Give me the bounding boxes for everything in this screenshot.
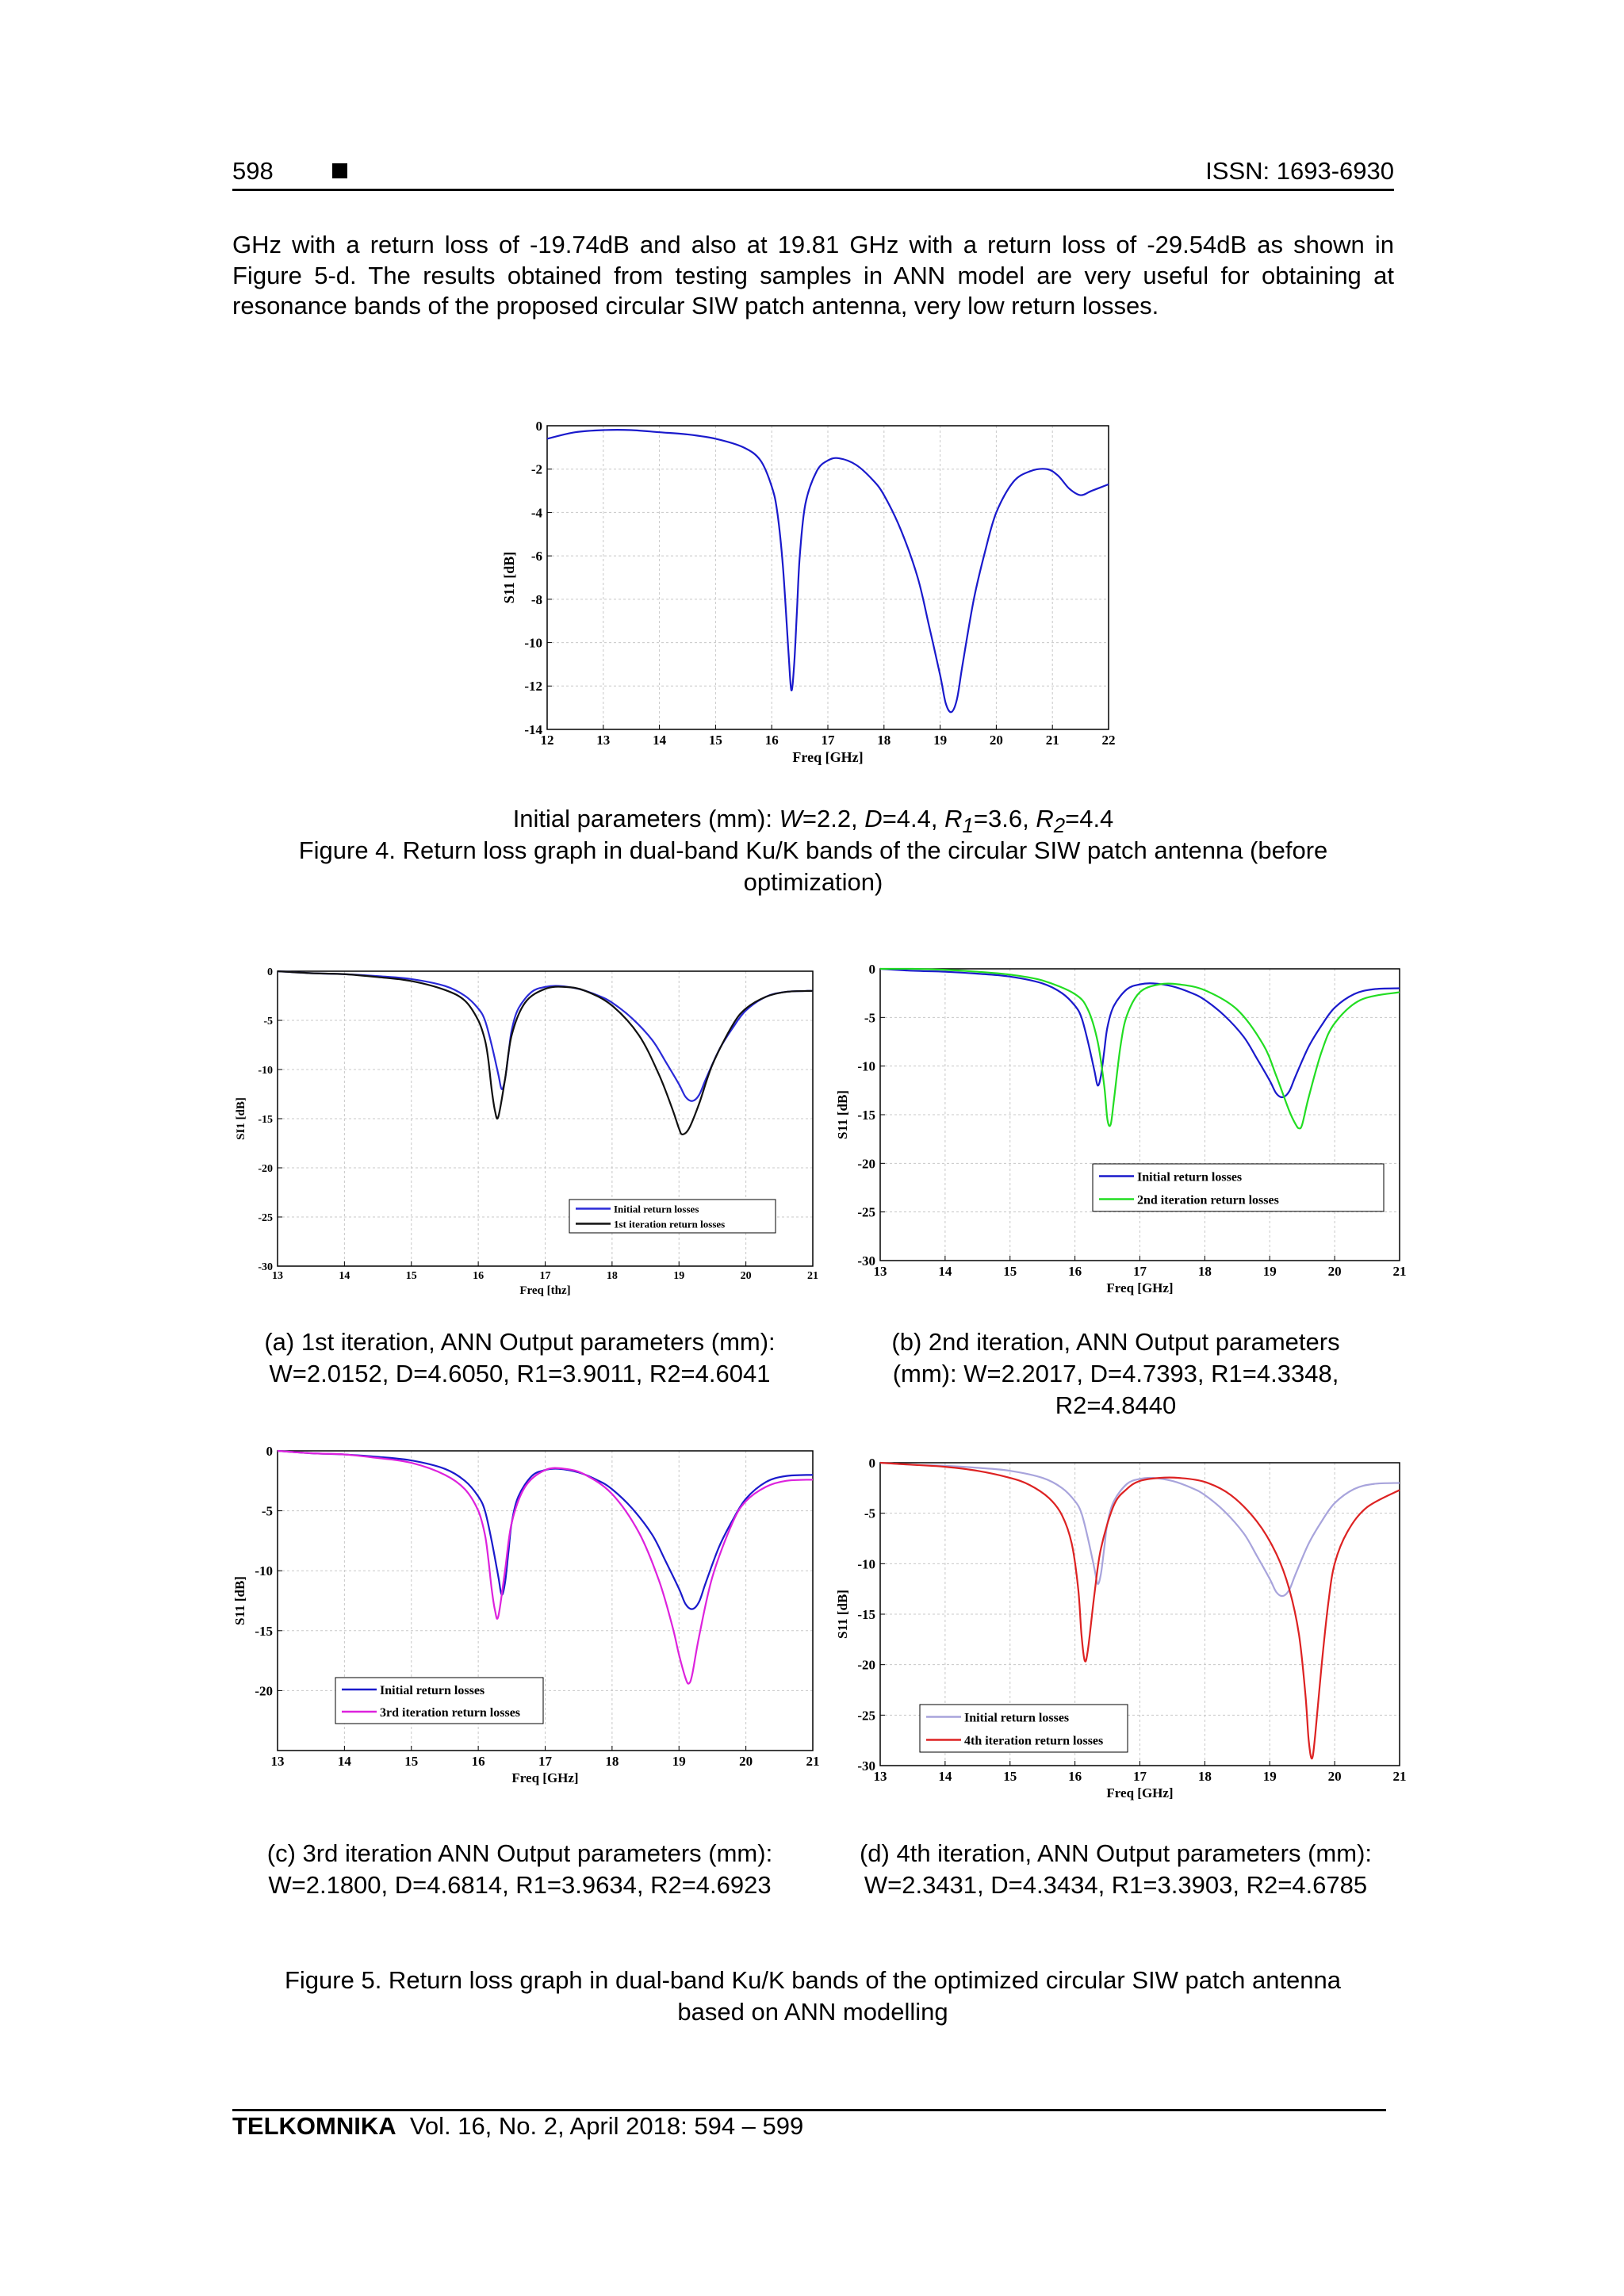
x-tick-label: 18 xyxy=(605,1754,619,1769)
footer-rule xyxy=(232,2109,1386,2111)
y-axis-label: S11 [dB] xyxy=(835,1090,850,1139)
y-tick-label: -15 xyxy=(255,1623,273,1639)
x-tick-label: 16 xyxy=(1068,1264,1082,1279)
x-axis-label: Freq [GHz] xyxy=(511,1770,579,1785)
x-tick-label: 21 xyxy=(806,1754,820,1769)
y-tick-label: -5 xyxy=(263,1015,273,1027)
journal-name: TELKOMNIKA xyxy=(232,2112,396,2140)
x-tick-label: 17 xyxy=(538,1754,552,1769)
x-tick-label: 12 xyxy=(540,733,554,748)
x-tick-label: 21 xyxy=(1392,1769,1407,1784)
x-tick-label: 18 xyxy=(877,733,891,748)
legend-label-1: Initial return losses xyxy=(1137,1170,1243,1184)
x-tick-label: 15 xyxy=(404,1754,419,1769)
legend-label-2: 4th iteration return losses xyxy=(964,1734,1104,1748)
y-tick-label: -15 xyxy=(258,1113,273,1126)
y-tick-label: -5 xyxy=(864,1506,875,1521)
figure4-params: Initial parameters (mm): W=2.2, D=4.4, $R_1=3.6$, $R_2=4.4$ xyxy=(512,805,1114,838)
y-tick-label: -25 xyxy=(857,1708,875,1724)
x-tick-label: 15 xyxy=(405,1270,417,1282)
legend-label-2: 1st iteration return losses xyxy=(614,1218,726,1230)
x-tick-label: 14 xyxy=(938,1264,952,1279)
subcaption-c: (c) 3rd iteration ANN Output parameters (mm): W=2.1800, D=4.6814, R1=3.9634, R2=4.6923 xyxy=(266,1839,773,1899)
figure5d-chart xyxy=(835,1447,1411,1812)
legend-label-2: 3rd iteration return losses xyxy=(380,1705,521,1720)
figure4-caption: Figure 4. Return loss graph in dual-band Ku/K bands of the circular SIW patch antenna (before optimization) xyxy=(298,836,1328,896)
subcaption-a: (a) 1st iteration, ANN Output parameters (mm): W=2.0152, D=4.6050, R1=3.9011, R2=4.6041 xyxy=(264,1328,776,1387)
page-number: 598 xyxy=(232,157,274,185)
x-tick-label: 22 xyxy=(1101,733,1116,748)
y-tick-label: -10 xyxy=(255,1563,273,1579)
x-tick-label: 13 xyxy=(270,1754,285,1769)
x-axis-label: Freq [GHz] xyxy=(1106,1280,1174,1295)
x-tick-label: 21 xyxy=(807,1270,818,1282)
page-footer xyxy=(232,2112,803,2141)
legend-label-1: Initial return losses xyxy=(964,1711,1070,1725)
x-tick-label: 20 xyxy=(739,1754,753,1769)
x-tick-label: 16 xyxy=(471,1754,485,1769)
y-tick-label: 0 xyxy=(266,1443,273,1459)
subcaption-d: (d) 4th iteration, ANN Output parameters (mm): W=2.3431, D=4.3434, R1=3.3903, R2=4.6785 xyxy=(859,1839,1373,1899)
x-tick-label: 20 xyxy=(1327,1769,1342,1784)
x-tick-label: 15 xyxy=(1003,1769,1017,1784)
y-tick-label: -4 xyxy=(530,505,542,521)
x-tick-label: 18 xyxy=(1197,1769,1212,1784)
x-tick-label: 21 xyxy=(1392,1264,1407,1279)
y-tick-label: -30 xyxy=(258,1261,273,1273)
legend-label-2: 2nd iteration return losses xyxy=(1137,1193,1279,1207)
x-tick-label: 14 xyxy=(339,1270,350,1282)
figure5-caption: Figure 5. Return loss graph in dual-band Ku/K bands of the optimized circular SIW patch antenna based on ANN modelling xyxy=(284,1966,1342,2026)
figure5c-chart xyxy=(230,1435,829,1808)
x-tick-label: 16 xyxy=(764,733,779,748)
x-axis-label: Freq [GHz] xyxy=(1106,1785,1174,1800)
issn: ISSN: 1693-6930 xyxy=(1205,157,1394,185)
x-axis-label: Freq [GHz] xyxy=(792,749,864,765)
y-tick-label: -15 xyxy=(857,1606,875,1622)
y-tick-label: -20 xyxy=(857,1657,875,1673)
subcaption-b: (b) 2nd iteration, ANN Output parameters (mm): W=2.2017, D=4.7393, R1=4.3348, R2=4.8440 xyxy=(891,1328,1340,1419)
y-tick-label: -5 xyxy=(864,1010,875,1026)
intro-paragraph: GHz with a return loss of -19.74dB and also at 19.81 GHz with a return loss of -29.54dB as shown in Figure 5-d. The results obtained from testing samples in ANN model are very useful for obtaining at resonance bands of the proposed circular SIW patch antenna, very low return losses. xyxy=(232,231,1394,320)
x-tick-label: 16 xyxy=(473,1270,485,1282)
y-tick-label: 0 xyxy=(868,1455,875,1471)
x-tick-label: 16 xyxy=(1068,1769,1082,1784)
y-axis-label: S11 [dB] xyxy=(501,551,517,604)
x-tick-label: 15 xyxy=(708,733,722,748)
x-tick-label: 15 xyxy=(1003,1264,1017,1279)
y-tick-label: -5 xyxy=(261,1503,273,1519)
legend-label-1: Initial return losses xyxy=(380,1683,485,1697)
y-tick-label: -10 xyxy=(857,1058,875,1074)
y-tick-label: 0 xyxy=(535,418,542,434)
x-tick-label: 13 xyxy=(596,733,611,748)
x-tick-label: 17 xyxy=(1133,1264,1147,1279)
y-tick-label: -6 xyxy=(530,549,542,564)
legend-label-1: Initial return losses xyxy=(614,1203,699,1215)
y-tick-label: -25 xyxy=(258,1211,273,1224)
x-tick-label: 20 xyxy=(989,733,1003,748)
figure5a-chart xyxy=(230,955,829,1304)
x-tick-label: 13 xyxy=(272,1270,283,1282)
x-axis-label: Freq [thz] xyxy=(519,1284,571,1297)
x-tick-label: 17 xyxy=(1133,1769,1147,1784)
y-tick-label: -14 xyxy=(524,721,542,737)
x-tick-label: 20 xyxy=(740,1270,752,1282)
y-axis-label: SI1 [dB] xyxy=(235,1097,247,1140)
journal-details: Vol. 16, No. 2, April 2018: 594 – 599 xyxy=(396,2112,804,2140)
x-tick-label: 14 xyxy=(337,1754,351,1769)
y-tick-label: 0 xyxy=(868,961,875,977)
header-rule xyxy=(232,189,1394,191)
y-tick-label: -10 xyxy=(524,635,542,651)
y-tick-label: -12 xyxy=(524,679,542,695)
x-tick-label: 19 xyxy=(672,1754,686,1769)
square-bullet-icon xyxy=(332,163,347,178)
x-tick-label: 19 xyxy=(1262,1769,1277,1784)
x-tick-label: 17 xyxy=(539,1270,551,1282)
x-tick-label: 17 xyxy=(821,733,835,748)
figure4-chart xyxy=(484,416,1118,777)
x-tick-label: 18 xyxy=(1197,1264,1212,1279)
y-axis-label: S11 [dB] xyxy=(835,1590,850,1639)
y-tick-label: -25 xyxy=(857,1204,875,1220)
figure5b-chart xyxy=(835,951,1411,1300)
x-tick-label: 19 xyxy=(1262,1264,1277,1279)
y-tick-label: -10 xyxy=(857,1556,875,1572)
page-header xyxy=(232,155,1394,190)
x-tick-label: 19 xyxy=(673,1270,685,1282)
x-tick-label: 13 xyxy=(873,1769,887,1784)
y-tick-label: -10 xyxy=(258,1064,273,1077)
y-tick-label: -15 xyxy=(857,1107,875,1123)
x-tick-label: 14 xyxy=(653,733,667,748)
y-tick-label: 0 xyxy=(267,966,273,978)
x-tick-label: 21 xyxy=(1045,733,1059,748)
x-tick-label: 18 xyxy=(606,1270,618,1282)
y-tick-label: -2 xyxy=(530,461,542,477)
y-tick-label: -30 xyxy=(857,1758,875,1774)
y-tick-label: -20 xyxy=(258,1162,273,1175)
x-tick-label: 13 xyxy=(873,1264,887,1279)
x-tick-label: 19 xyxy=(933,733,948,748)
y-tick-label: -20 xyxy=(255,1683,273,1699)
x-tick-label: 14 xyxy=(938,1769,952,1784)
y-tick-label: -8 xyxy=(530,591,542,607)
x-tick-label: 20 xyxy=(1327,1264,1342,1279)
y-tick-label: -20 xyxy=(857,1156,875,1172)
y-tick-label: -30 xyxy=(857,1253,875,1269)
y-axis-label: S11 [dB] xyxy=(232,1576,247,1625)
